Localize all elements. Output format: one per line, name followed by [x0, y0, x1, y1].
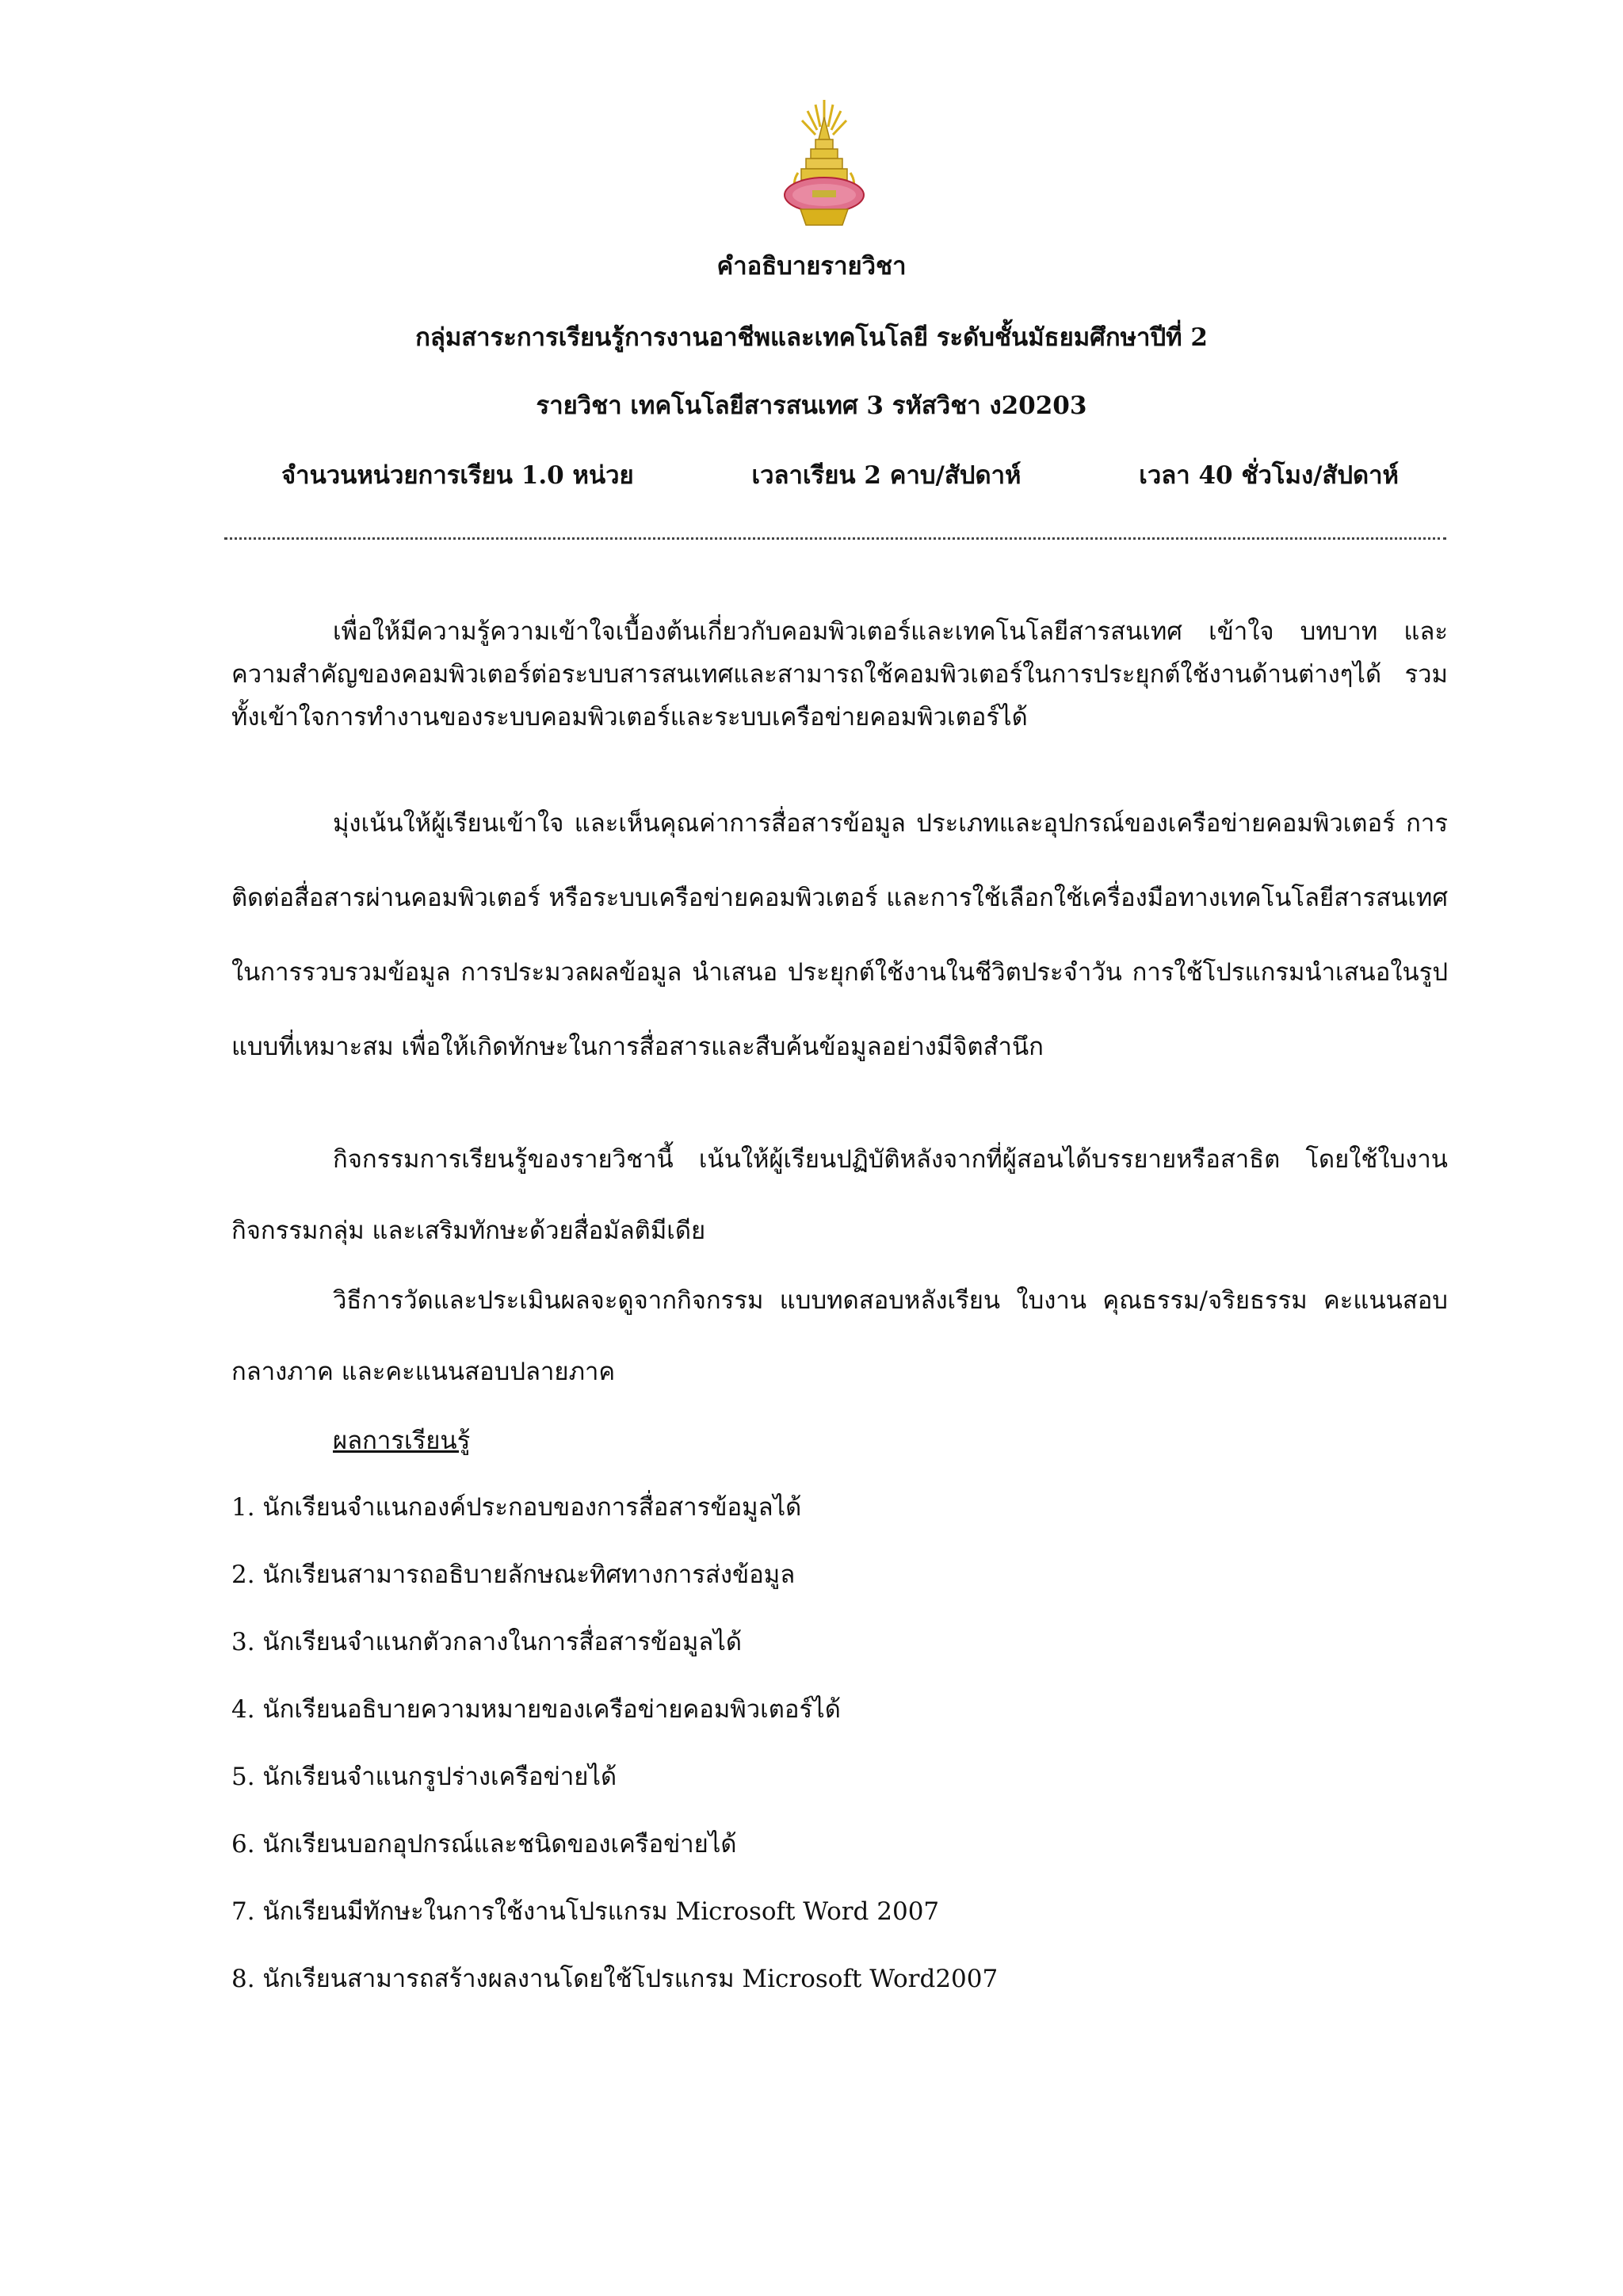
periods-text: เวลาเรียน 2 คาบ/สัปดาห์ — [751, 461, 1022, 490]
learning-outcomes-heading: ผลการเรียนรู้ — [333, 1427, 471, 1455]
list-item: 5. นักเรียนจำแนกรูปร่างเครือข่ายได้ — [231, 1763, 617, 1791]
course-name-line: รายวิชา เทคโนโลยีสารสนเทศ 3 รหัสวิชา ง20203 — [536, 392, 1087, 420]
list-item: 3. นักเรียนจำแนกตัวกลางในการสื่อสารข้อมูลได้ — [231, 1628, 742, 1656]
description-paragraph: วิธีการวัดและประเมินผลจะดูจากกิจกรรม แบบทดสอบหลังเรียน ใบงาน คุณธรรม/จริยธรรม คะแนนสอบกลางภาค และคะแนนสอบปลายภาค — [231, 1286, 1448, 1386]
course-meta-row — [281, 458, 1399, 493]
list-item: 2. นักเรียนสามารถอธิบายลักษณะทิศทางการส่งข้อมูล — [231, 1561, 796, 1589]
subject-group-line: กลุ่มสาระการเรียนรู้การงานอาชีพและเทคโนโลยี ระดับชั้นมัธยมศึกษาปีที่ 2 — [415, 323, 1208, 352]
description-paragraph: กิจกรรมการเรียนรู้ของรายวิชานี้ เน้นให้ผู้เรียนปฏิบัติหลังจากที่ผู้สอนได้บรรยายหรือสาธิต โดยใช้ใบงาน กิจกรรมกลุ่ม และเสริมทักษะด้วยสื่อมัลติมีเดีย — [231, 1145, 1448, 1245]
list-item: 8. นักเรียนสามารถสร้างผลงานโดยใช้โปรแกรม Microsoft Word2007 — [231, 1965, 999, 1993]
hours-text: เวลา 40 ชั่วโมง/สัปดาห์ — [1139, 461, 1399, 490]
dotted-divider — [224, 537, 1446, 540]
list-item: 6. นักเรียนบอกอุปกรณ์และชนิดของเครือข่ายได้ — [231, 1830, 737, 1859]
school-emblem-icon — [781, 94, 868, 232]
description-paragraph: มุ่งเน้นให้ผู้เรียนเข้าใจ และเห็นคุณค่าการสื่อสารข้อมูล ประเภทและอุปกรณ์ของเครือข่ายคอมพิวเตอร์ การติดต่อสื่อสารผ่านคอมพิวเตอร์ หรือระบบเครือข่ายคอมพิวเตอร์ และการใช้เลือกใช้เครื่องมือทางเทคโนโลยีสารสนเทศในการรวบรวมข้อมูล การประมวลผลข้อมูล นำเสนอ ประยุกต์ใช้งานในชีวิตประจำวัน การใช้โปรแกรมนำเสนอในรูปแบบที่เหมาะสม เพื่อให้เกิดทักษะในการสื่อสารและสืบค้นข้อมูลอย่างมีจิตสำนึก — [231, 809, 1448, 1061]
list-item: 1. นักเรียนจำแนกองค์ประกอบของการสื่อสารข้อมูลได้ — [231, 1493, 802, 1522]
list-item: 7. นักเรียนมีทักษะในการใช้งานโปรแกรม Microsoft Word 2007 — [231, 1897, 940, 1926]
course-description-title: คำอธิบายรายวิชา — [716, 252, 907, 281]
description-paragraph: เพื่อให้มีความรู้ความเข้าใจเบื้องต้นเกี่ยวกับคอมพิวเตอร์และเทคโนโลยีสารสนเทศ เข้าใจ บทบาท และความสำคัญของคอมพิวเตอร์ต่อระบบสารสนเทศและสามารถใช้คอมพิวเตอร์ในการประยุกต์ใช้งานด้านต่างๆได้ รวมทั้งเข้าใจการทำงานของระบบคอมพิวเตอร์และระบบเครือข่ายคอมพิวเตอร์ได้ — [231, 617, 1448, 732]
learning-outcomes-list — [231, 1490, 998, 2029]
list-item: 4. นักเรียนอธิบายความหมายของเครือข่ายคอมพิวเตอร์ได้ — [231, 1695, 841, 1724]
credits-text: จำนวนหน่วยการเรียน 1.0 หน่วย — [281, 461, 634, 490]
